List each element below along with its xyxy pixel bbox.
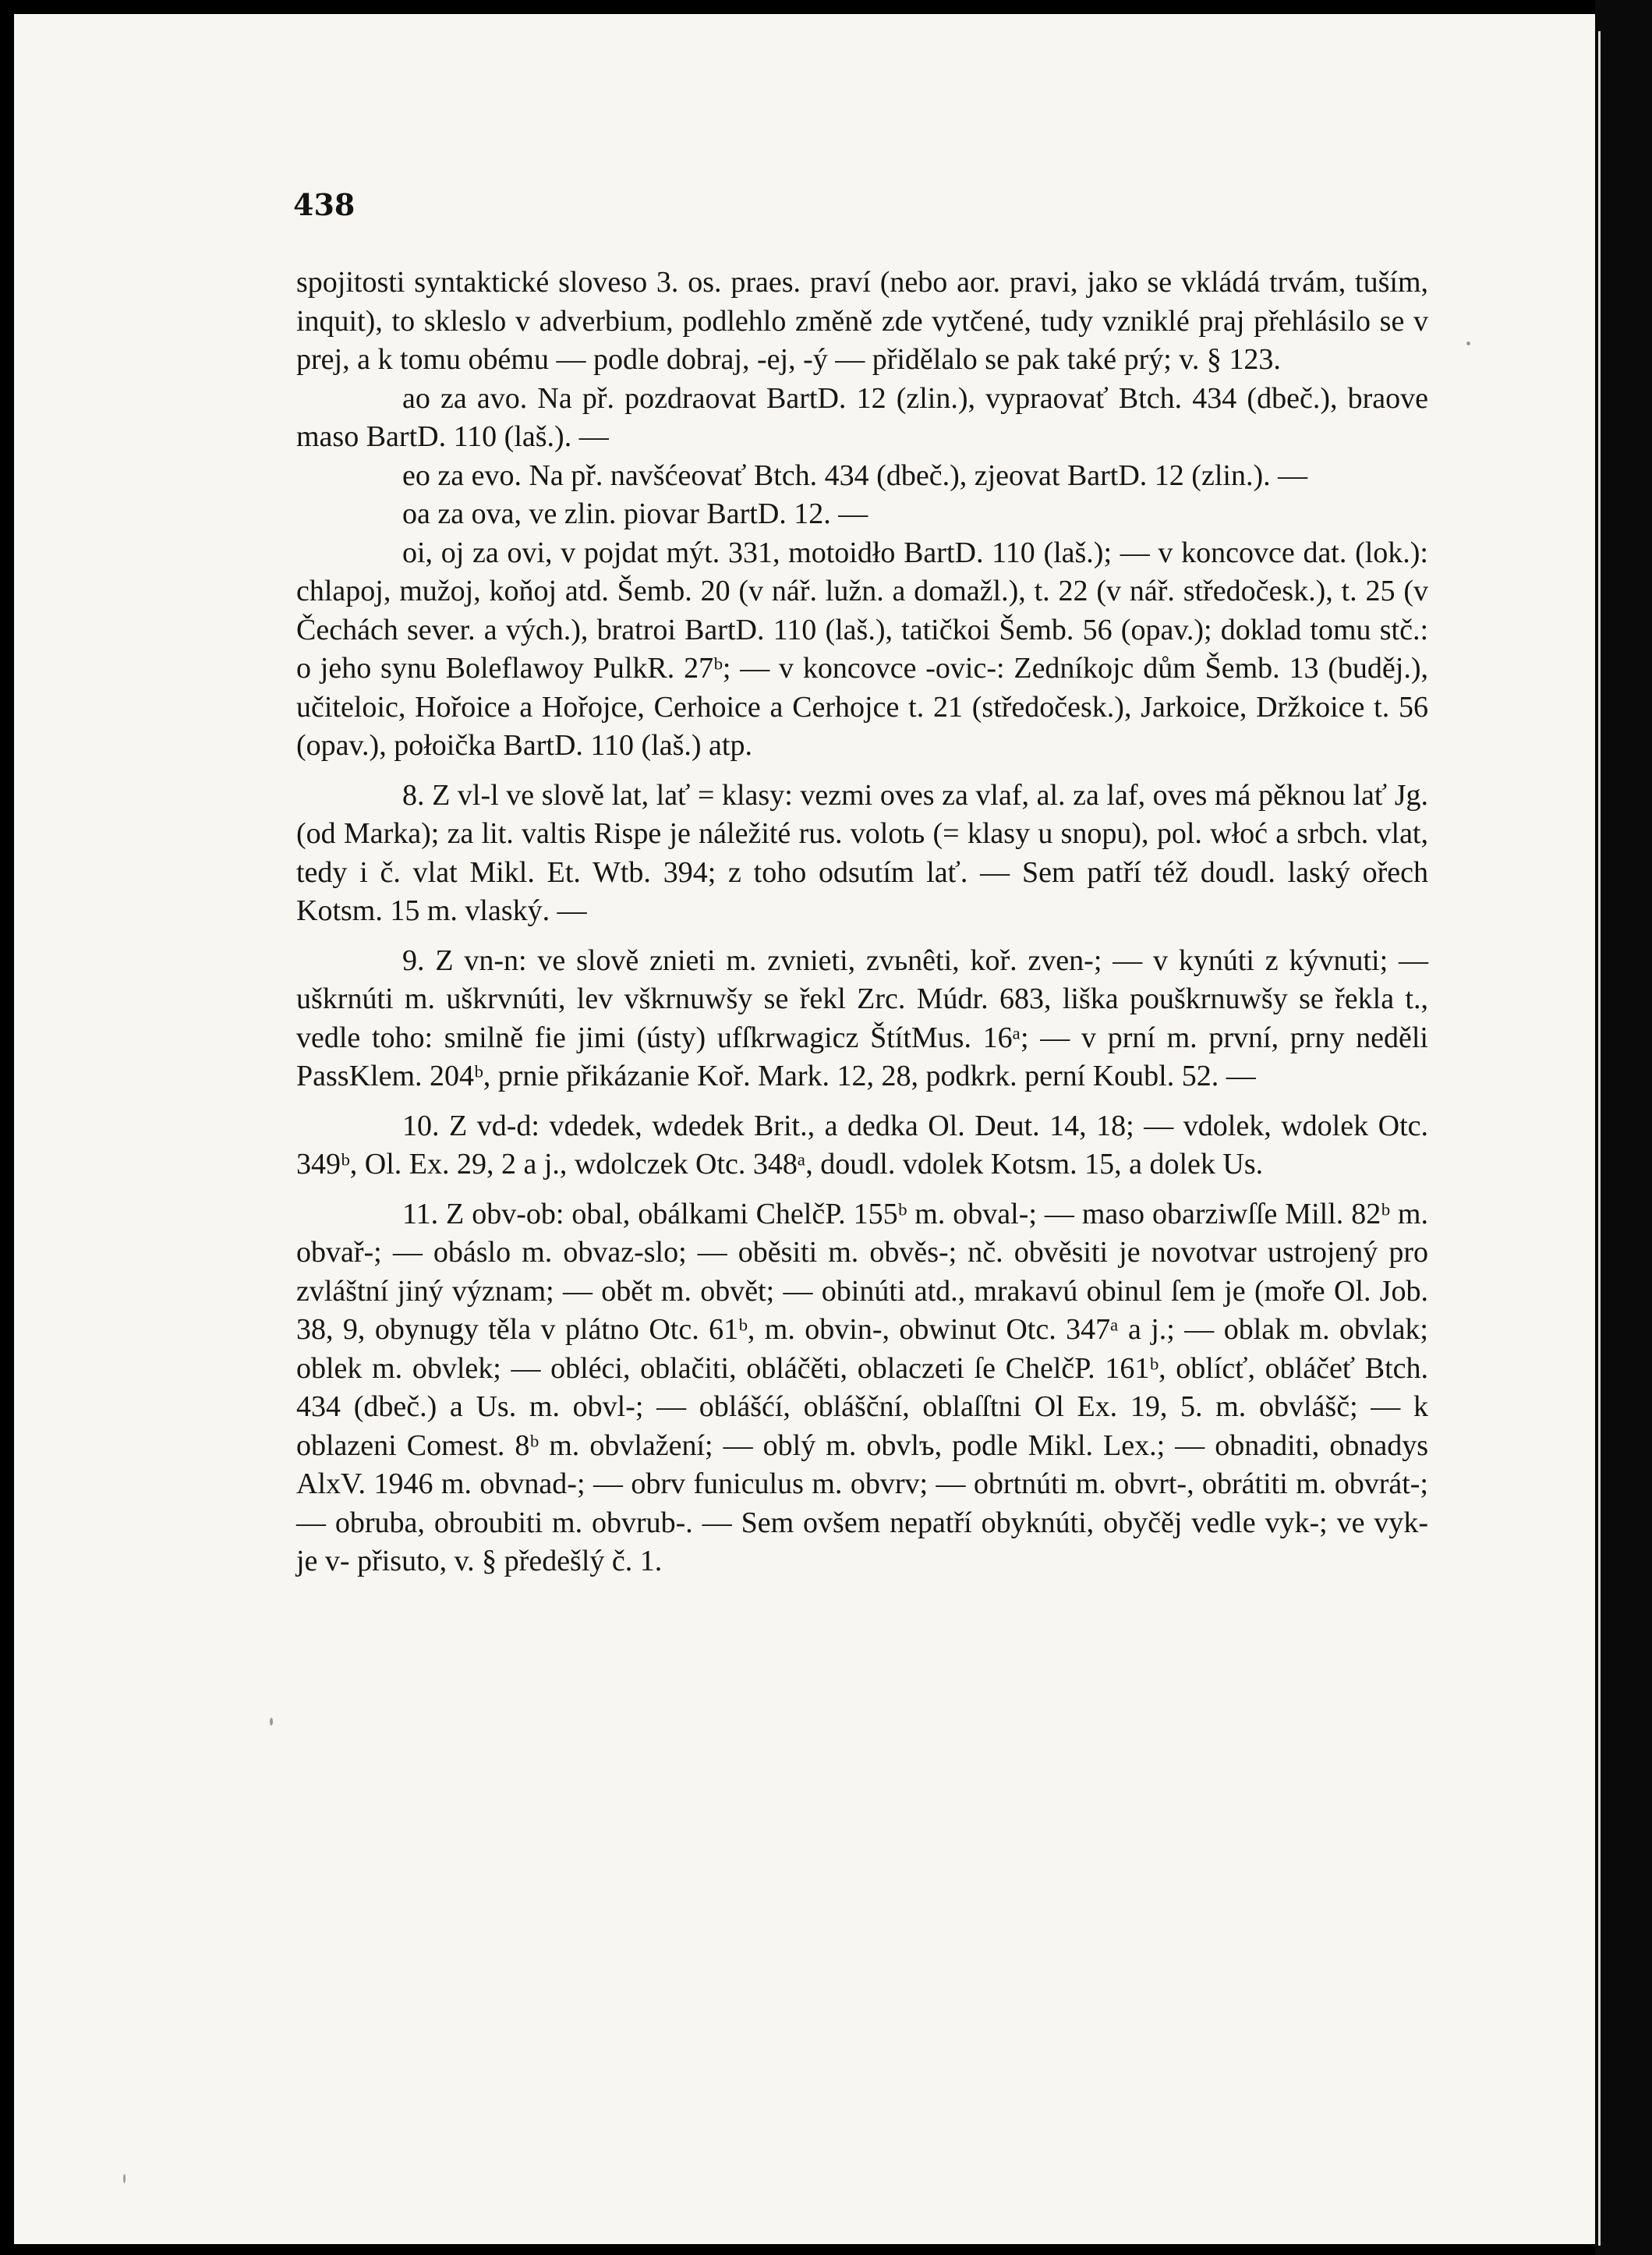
paragraph: 8. Z vl-l ve slově lat, lať = klasy: vezmi oves za vlaf, al. za laf, oves má pěknou lať Jg. (od Marka); za lit. valtis Rispe je náležité rus. volotь (= klasy u snopu), pol. włoć a srbch. vlat, tedy i č. vlat Mikl. Et. Wtb. 394; z toho odsutím lať. — Sem patří též doudl. laský ořech Kotsm. 15 m. vlaský. —	[296, 778, 1428, 927]
page	[14, 14, 1595, 2244]
scan-speck	[1466, 342, 1470, 345]
paragraph: ao za avo. Na př. pozdraovat BartD. 12 (zlin.), vypraovať Btch. 434 (dbeč.), braove maso BartD. 110 (laš.). —	[296, 381, 1428, 453]
page-edge-line	[1598, 31, 1601, 2246]
paragraph: 9. Z vn-n: ve slově znieti m. zvnieti, zvьnêti, koř. zven-; — v kynúti z kývnuti; — uškrnúti m. uškrvnúti, lev vškrnuwšy se řekl Zrc. Múdr. 683, liška pouškrnuwšy se řekla t., vedle toho: smilně fie jimi (ústy) ufſkrwagicz ŠtítMus. 16ᵃ; — v prní m. první, prny neděli PassKlem. 204ᵇ, prnie přikázanie Koř. Mark. 12, 28, podkrk. perní Koubl. 52. —	[296, 943, 1428, 1092]
paragraph: eo za evo. Na př. navšćeovať Btch. 434 (dbeč.), zjeovat BartD. 12 (zlin.). —	[402, 458, 1308, 492]
body-text	[296, 264, 1428, 1581]
scan-speck	[123, 2174, 126, 2183]
scan-speck	[270, 1718, 273, 1726]
paragraph: oi, oj za ovi, v pojdat mýt. 331, motoidło BartD. 110 (laš.); — v koncovce dat. (lok.): chlapoj, mužoj, koňoj atd. Šemb. 20 (v nář. lužn. a domažl.), t. 22 (v nář. středočesk.), t. 25 (v Čechách sever. a vých.), bratroi BartD. 110 (laš.), tatičkoi Šemb. 56 (opav.); doklad tomu stč.: o jeho synu Boleflawoy PulkR. 27ᵇ; — v koncovce -ovic-: Zedníkojc dům Šemb. 13 (buděj.), učiteloic, Hořoice a Hořojce, Cerhoice a Cerhojce t. 21 (středočesk.), Jarkoice, Držkoice t. 56 (opav.), połoička BartD. 110 (laš.) atp.	[296, 536, 1428, 762]
paragraph: 11. Z obv-ob: obal, obálkami ChelčP. 155ᵇ m. obval-; — maso obarziwſſe Mill. 82ᵇ m. obvař-; — obáslo m. obvaz-slo; — oběsiti m. obvěs-; nč. obvěsiti je novotvar ustrojený pro zvláštní jiný význam; — obět m. obvět; — obinúti atd., mrakavú obinul ſem je (moře Ol. Job. 38, 9, obynugy těla v plátno Otc. 61ᵇ, m. obvin-, obwinut Otc. 347ᵃ a j.; — oblak m. obvlak; oblek m. obvlek; — obléci, oblačiti, obláčěti, oblaczeti ſe ChelčP. 161ᵇ, oblícť, obláčeť Btch. 434 (dbeč.) a Us. m. obvl-; — oblášćí, oblášční, oblaſſtni Ol Ex. 19, 5. m. obvlášč; — k oblazeni Comest. 8ᵇ m. obvlažení; — oblý m. obvlъ, podle Mikl. Lex.; — obnaditi, obnadys AlxV. 1946 m. obvnad-; — obrv funiculus m. obvrv; — obrtnúti m. obvrt-, obrátiti m. obvrát-; — obruba, obroubiti m. obvrub-. — Sem ovšem nepatří obyknúti, obyčěj vedle vyk-; ve vyk- je v- přisuto, v. § předešlý č. 1.	[296, 1197, 1428, 1577]
scan-border	[1595, 0, 1652, 2255]
page-number: 438	[293, 187, 356, 222]
paragraph: 10. Z vd-d: vdedek, wdedek Brit., a dedka Ol. Deut. 14, 18; — vdolek, wdolek Otc. 349ᵇ, Ol. Ex. 29, 2 a j., wdolczek Otc. 348ᵃ, doudl. vdolek Kotsm. 15, a dolek Us.	[296, 1109, 1428, 1181]
paragraph: oa za ova, ve zlin. piovar BartD. 12. —	[402, 497, 868, 530]
paragraph: spojitosti syntaktické sloveso 3. os. praes. praví (nebo aor. pravi, jako se vkládá trvám, tuším, inquit), to skleslo v adverbium, podlehlo změně zde vytčené, tudy vzniklé praj přehlásilo se v prej, a k tomu obému — podle dobraj, -ej, -ý — přidělalo se pak také prý; v. § 123.	[296, 266, 1428, 376]
